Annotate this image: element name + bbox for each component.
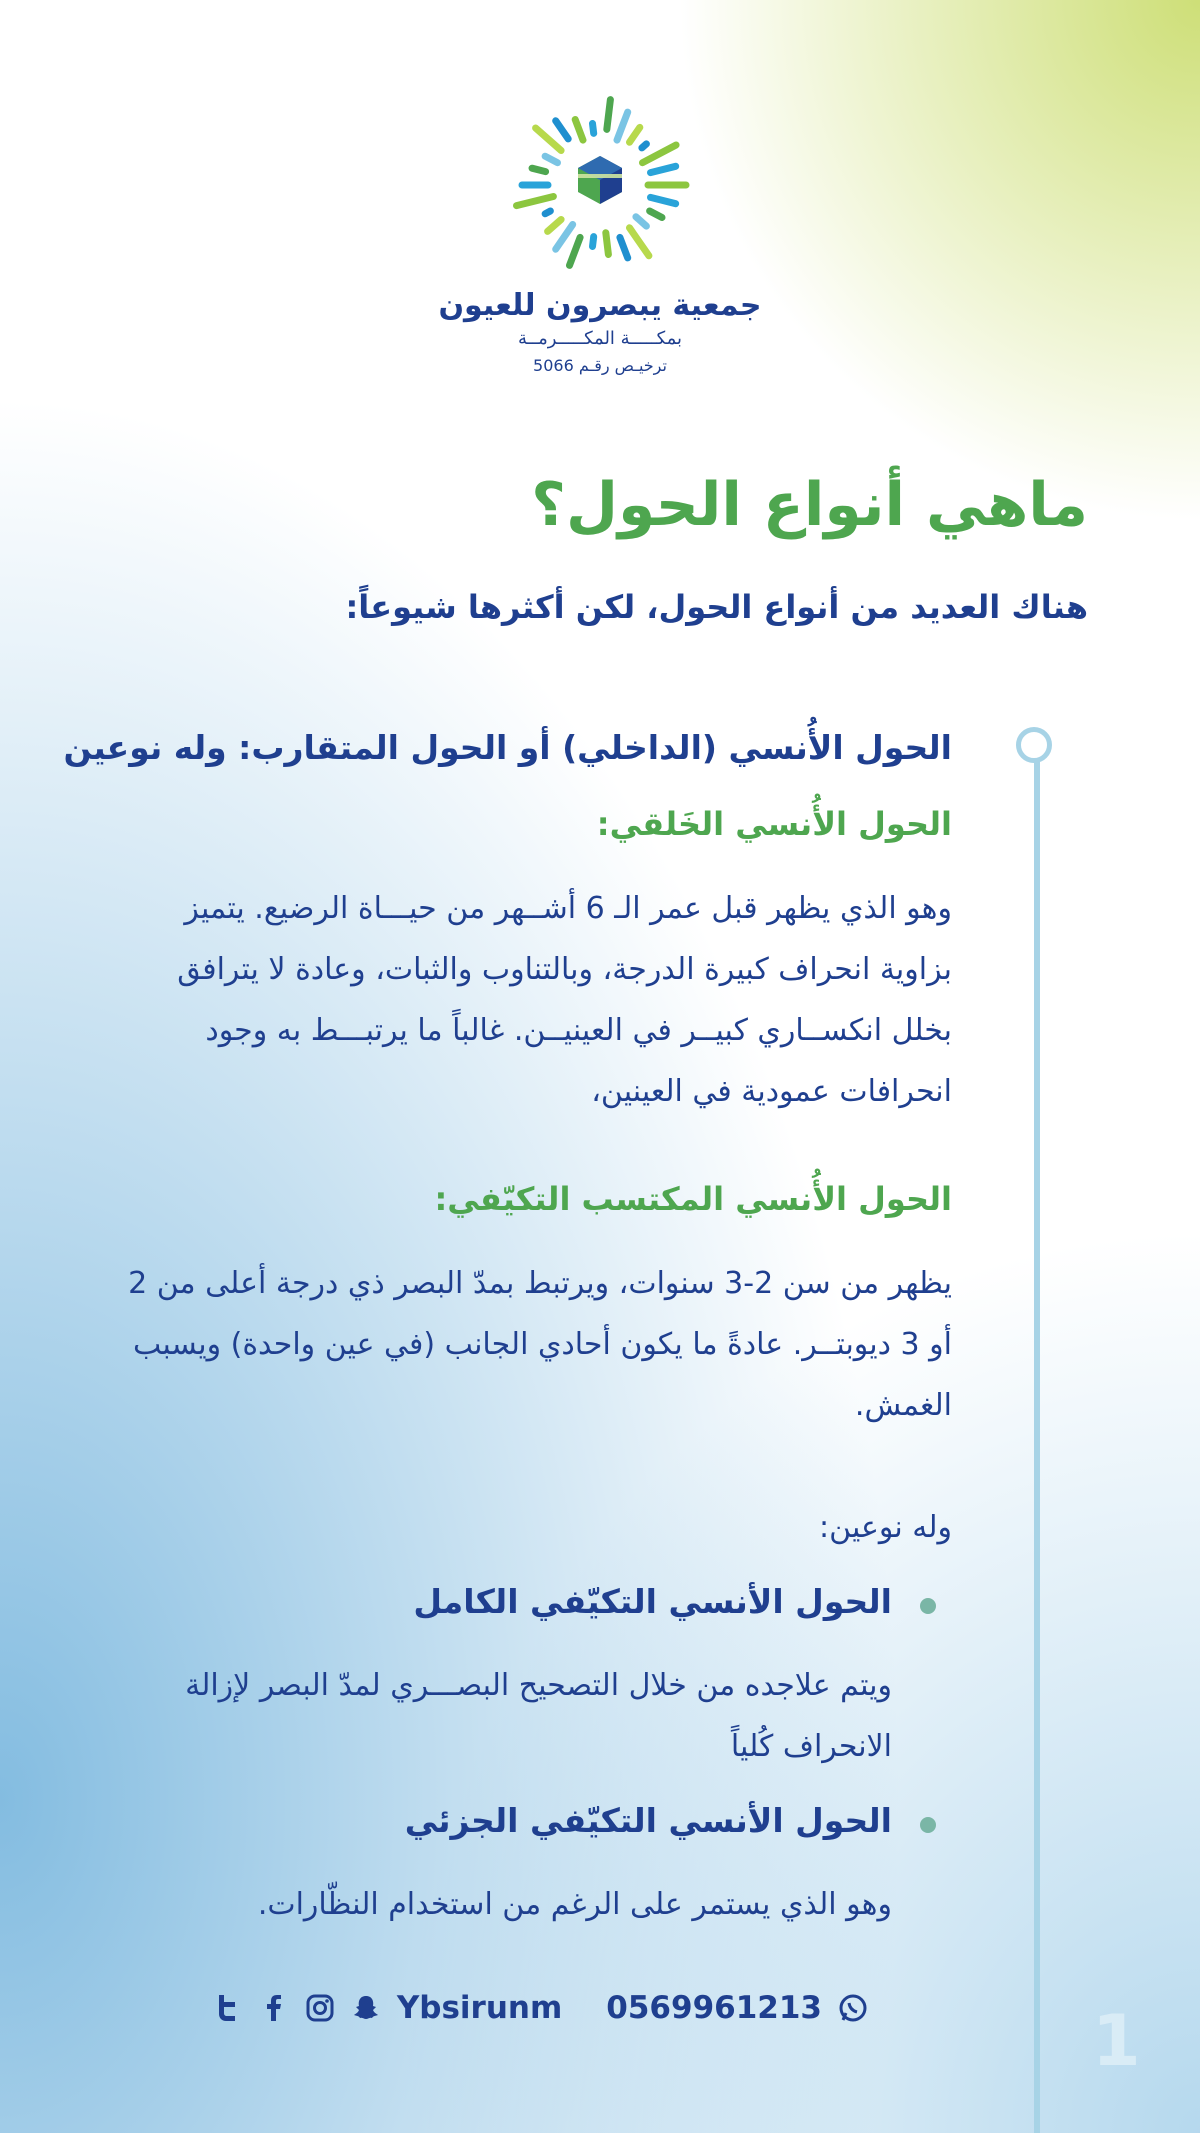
type-title-partial: الحول الأنسي التكيّفي الجزئي: [404, 1801, 892, 1840]
org-name: جمعية يبصرون للعيون: [438, 288, 762, 323]
snapchat-icon[interactable]: [351, 1993, 381, 2023]
instagram-icon[interactable]: [305, 1993, 335, 2023]
types-intro: وله نوعين:: [819, 1510, 952, 1545]
congenital-text: وهو الذي يظهر قبل عمر الـ 6 أشــهر من حيـــاة الرضيع. يتميز بزاوية انحراف كبيرة الدرجة، وبالتناوب والثبات، وعادة لا يترافق بخلل انكســاري كبيــر في العينيــن. غالباً ما يرتبـــط به وجود انحرافات عمودية في العينين،: [177, 891, 952, 1109]
page-number: 1: [1092, 2000, 1141, 2082]
type-title-full: الحول الأنسي التكيّفي الكامل: [413, 1582, 892, 1621]
timeline-line: [1034, 732, 1040, 2133]
bullet-dot: [920, 1817, 936, 1833]
type-text-partial: وهو الذي يستمر على الرغم من استخدام النظّارات.: [257, 1887, 892, 1922]
page-title: ماهي أنواع الحول؟: [531, 470, 1088, 540]
acquired-text: يظهر من سن 2-3 سنوات، ويرتبط بمدّ البصر ذي درجة أعلى من 2 أو 3 ديوبتــر. عادةً ما يكون أحادي الجانب (في عين واحدة) ويسبب الغمش.: [128, 1266, 952, 1423]
page-subtitle: هناك العديد من أنواع الحول، لكن أكثرها شيوعاً:: [345, 588, 1088, 626]
logo-icon: [460, 90, 740, 280]
whatsapp-icon[interactable]: [838, 1993, 868, 2023]
section-heading: الحول الأُنسي (الداخلي) أو الحول المتقارب: وله نوعين: [63, 728, 952, 767]
type-text-full: ويتم علاجده من خلال التصحيح البصـــري لمدّ البصر لإزالة الانحراف كُلياً: [185, 1668, 892, 1764]
social-handle[interactable]: Ybsirunm: [396, 1990, 563, 2026]
twitter-icon[interactable]: [213, 1993, 243, 2023]
timeline-dot: [1016, 727, 1052, 763]
contact-footer: [213, 1990, 868, 2026]
bullet-dot: [920, 1598, 936, 1614]
acquired-heading: الحول الأُنسي المكتسب التكيّفي:: [434, 1180, 952, 1218]
congenital-heading: الحول الأُنسي الخَلقي:: [596, 805, 952, 843]
phone-number[interactable]: 0569961213: [606, 1990, 822, 2026]
facebook-icon[interactable]: [259, 1993, 289, 2023]
org-city: بمكـــــة المكـــــرمــة: [517, 328, 683, 349]
org-license: ترخيـص رقـم 5066: [533, 356, 667, 375]
